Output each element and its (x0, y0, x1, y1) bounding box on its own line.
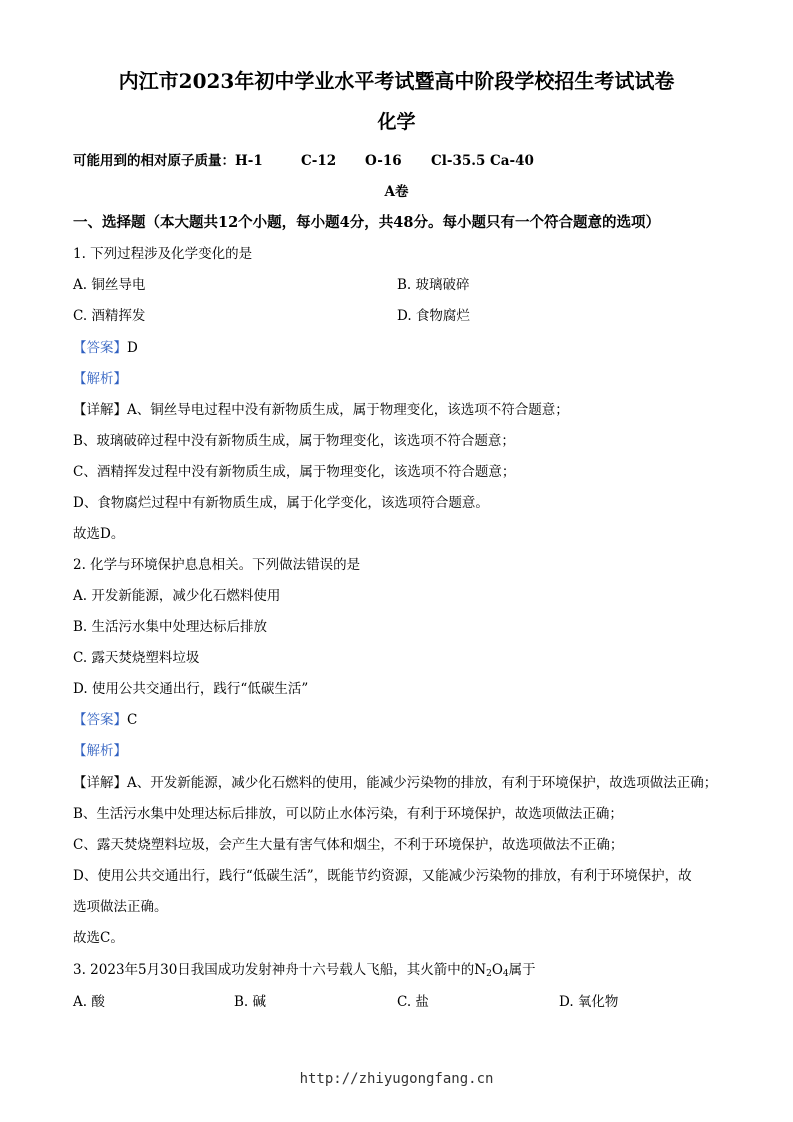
detail-tag: 【详解】 (73, 402, 127, 418)
exam-title: 内江市2023年初中学业水平考试暨高中阶段学校招生考试试卷 (118, 69, 675, 93)
q3-stem-after: 属于 (508, 962, 536, 978)
q1-detail-1 (73, 401, 569, 419)
q2-analysis-tag: 【解析】 (73, 743, 127, 759)
atomic-mass-cl-ca: Cl-35.5 Ca-40 (431, 153, 534, 169)
formula-o: O (491, 962, 503, 978)
q2-answer (73, 711, 137, 729)
q3-stem-before: 3. 2023年5月30日我国成功发射神舟十六号载人飞船，其火箭中的 (73, 962, 475, 978)
q2-detail-1 (73, 774, 717, 792)
q2-stem: 2. 化学与环境保护息息相关。下列做法错误的是 (73, 557, 361, 573)
q1-conclusion: 故选D。 (73, 526, 125, 542)
q1-option-d: D. 食物腐烂 (397, 308, 470, 324)
atomic-mass-label: 可能用到的相对原子质量： (73, 153, 235, 169)
q2-answer-value: C (127, 712, 138, 728)
q1-analysis-tag: 【解析】 (73, 371, 127, 387)
volume-label: A卷 (384, 184, 409, 200)
answer-tag: 【答案】 (73, 712, 127, 728)
q3-option-c: C. 盐 (397, 994, 429, 1010)
chemical-formula (474, 962, 508, 978)
q2-detail-4: D、使用公共交通出行，践行“低碳生活”，既能节约资源，又能减少污染物的排放，有利于环境保护，故 (73, 868, 692, 884)
q1-option-a: A. 铜丝导电 (73, 277, 146, 293)
q3-option-b: B. 碱 (234, 994, 267, 1010)
q3-option-a: A. 酸 (73, 994, 105, 1010)
formula-n: N (474, 962, 487, 978)
q1-option-c: C. 酒精挥发 (73, 308, 146, 324)
q3-stem (73, 961, 536, 979)
detail-tag: 【详解】 (73, 775, 127, 791)
formula-n-sub: 2 (486, 969, 492, 979)
q2-option-a: A. 开发新能源，减少化石燃料使用 (73, 588, 281, 604)
q1-detail-3: C、酒精挥发过程中没有新物质生成，属于物理变化，该选项不符合题意； (73, 464, 516, 480)
q1-stem: 1. 下列过程涉及化学变化的是 (73, 246, 253, 262)
footer-url[interactable]: http://zhiyugongfang.cn (299, 1071, 494, 1087)
section-title: 一、选择题（本大题共12个小题，每小题4分，共48分。每小题只有一个符合题意的选项） (73, 214, 660, 231)
atomic-mass-line (73, 152, 534, 170)
q2-detail-5: 选项做法正确。 (73, 899, 168, 915)
atomic-mass-o: O-16 (365, 153, 402, 169)
q1-option-b: B. 玻璃破碎 (397, 277, 470, 293)
q2-conclusion: 故选C。 (73, 930, 124, 946)
q1-detail-2: B、玻璃破碎过程中没有新物质生成，属于物理变化，该选项不符合题意； (73, 433, 515, 449)
q2-detail-3: C、露天焚烧塑料垃圾，会产生大量有害气体和烟尘，不利于环境保护，故选项做法不正确； (73, 837, 624, 853)
q1-detail-4: D、食物腐烂过程中有新物质生成，属于化学变化，该选项符合题意。 (73, 495, 489, 511)
formula-o-sub: 4 (502, 969, 509, 979)
q2-detail-2: B、生活污水集中处理达标后排放，可以防止水体污染，有利于环境保护，故选项做法正确； (73, 806, 623, 822)
q2-option-b: B. 生活污水集中处理达标后排放 (73, 619, 268, 635)
q2-option-d: D. 使用公共交通出行，践行“低碳生活” (73, 681, 309, 697)
q1-answer (73, 339, 138, 357)
q2-detail-text-1: A、开发新能源，减少化石燃料的使用，能减少污染物的排放，有利于环境保护，故选项做法正确； (127, 775, 718, 791)
answer-tag: 【答案】 (73, 340, 127, 356)
q2-option-c: C. 露天焚烧塑料垃圾 (73, 650, 200, 666)
q1-answer-value: D (127, 340, 138, 356)
q3-option-d: D. 氧化物 (559, 994, 619, 1010)
atomic-mass-c: C-12 (301, 153, 337, 169)
atomic-mass-h: H-1 (235, 153, 263, 169)
q1-detail-text-1: A、铜丝导电过程中没有新物质生成，属于物理变化，该选项不符合题意； (127, 402, 569, 418)
subject-title: 化学 (377, 111, 416, 133)
